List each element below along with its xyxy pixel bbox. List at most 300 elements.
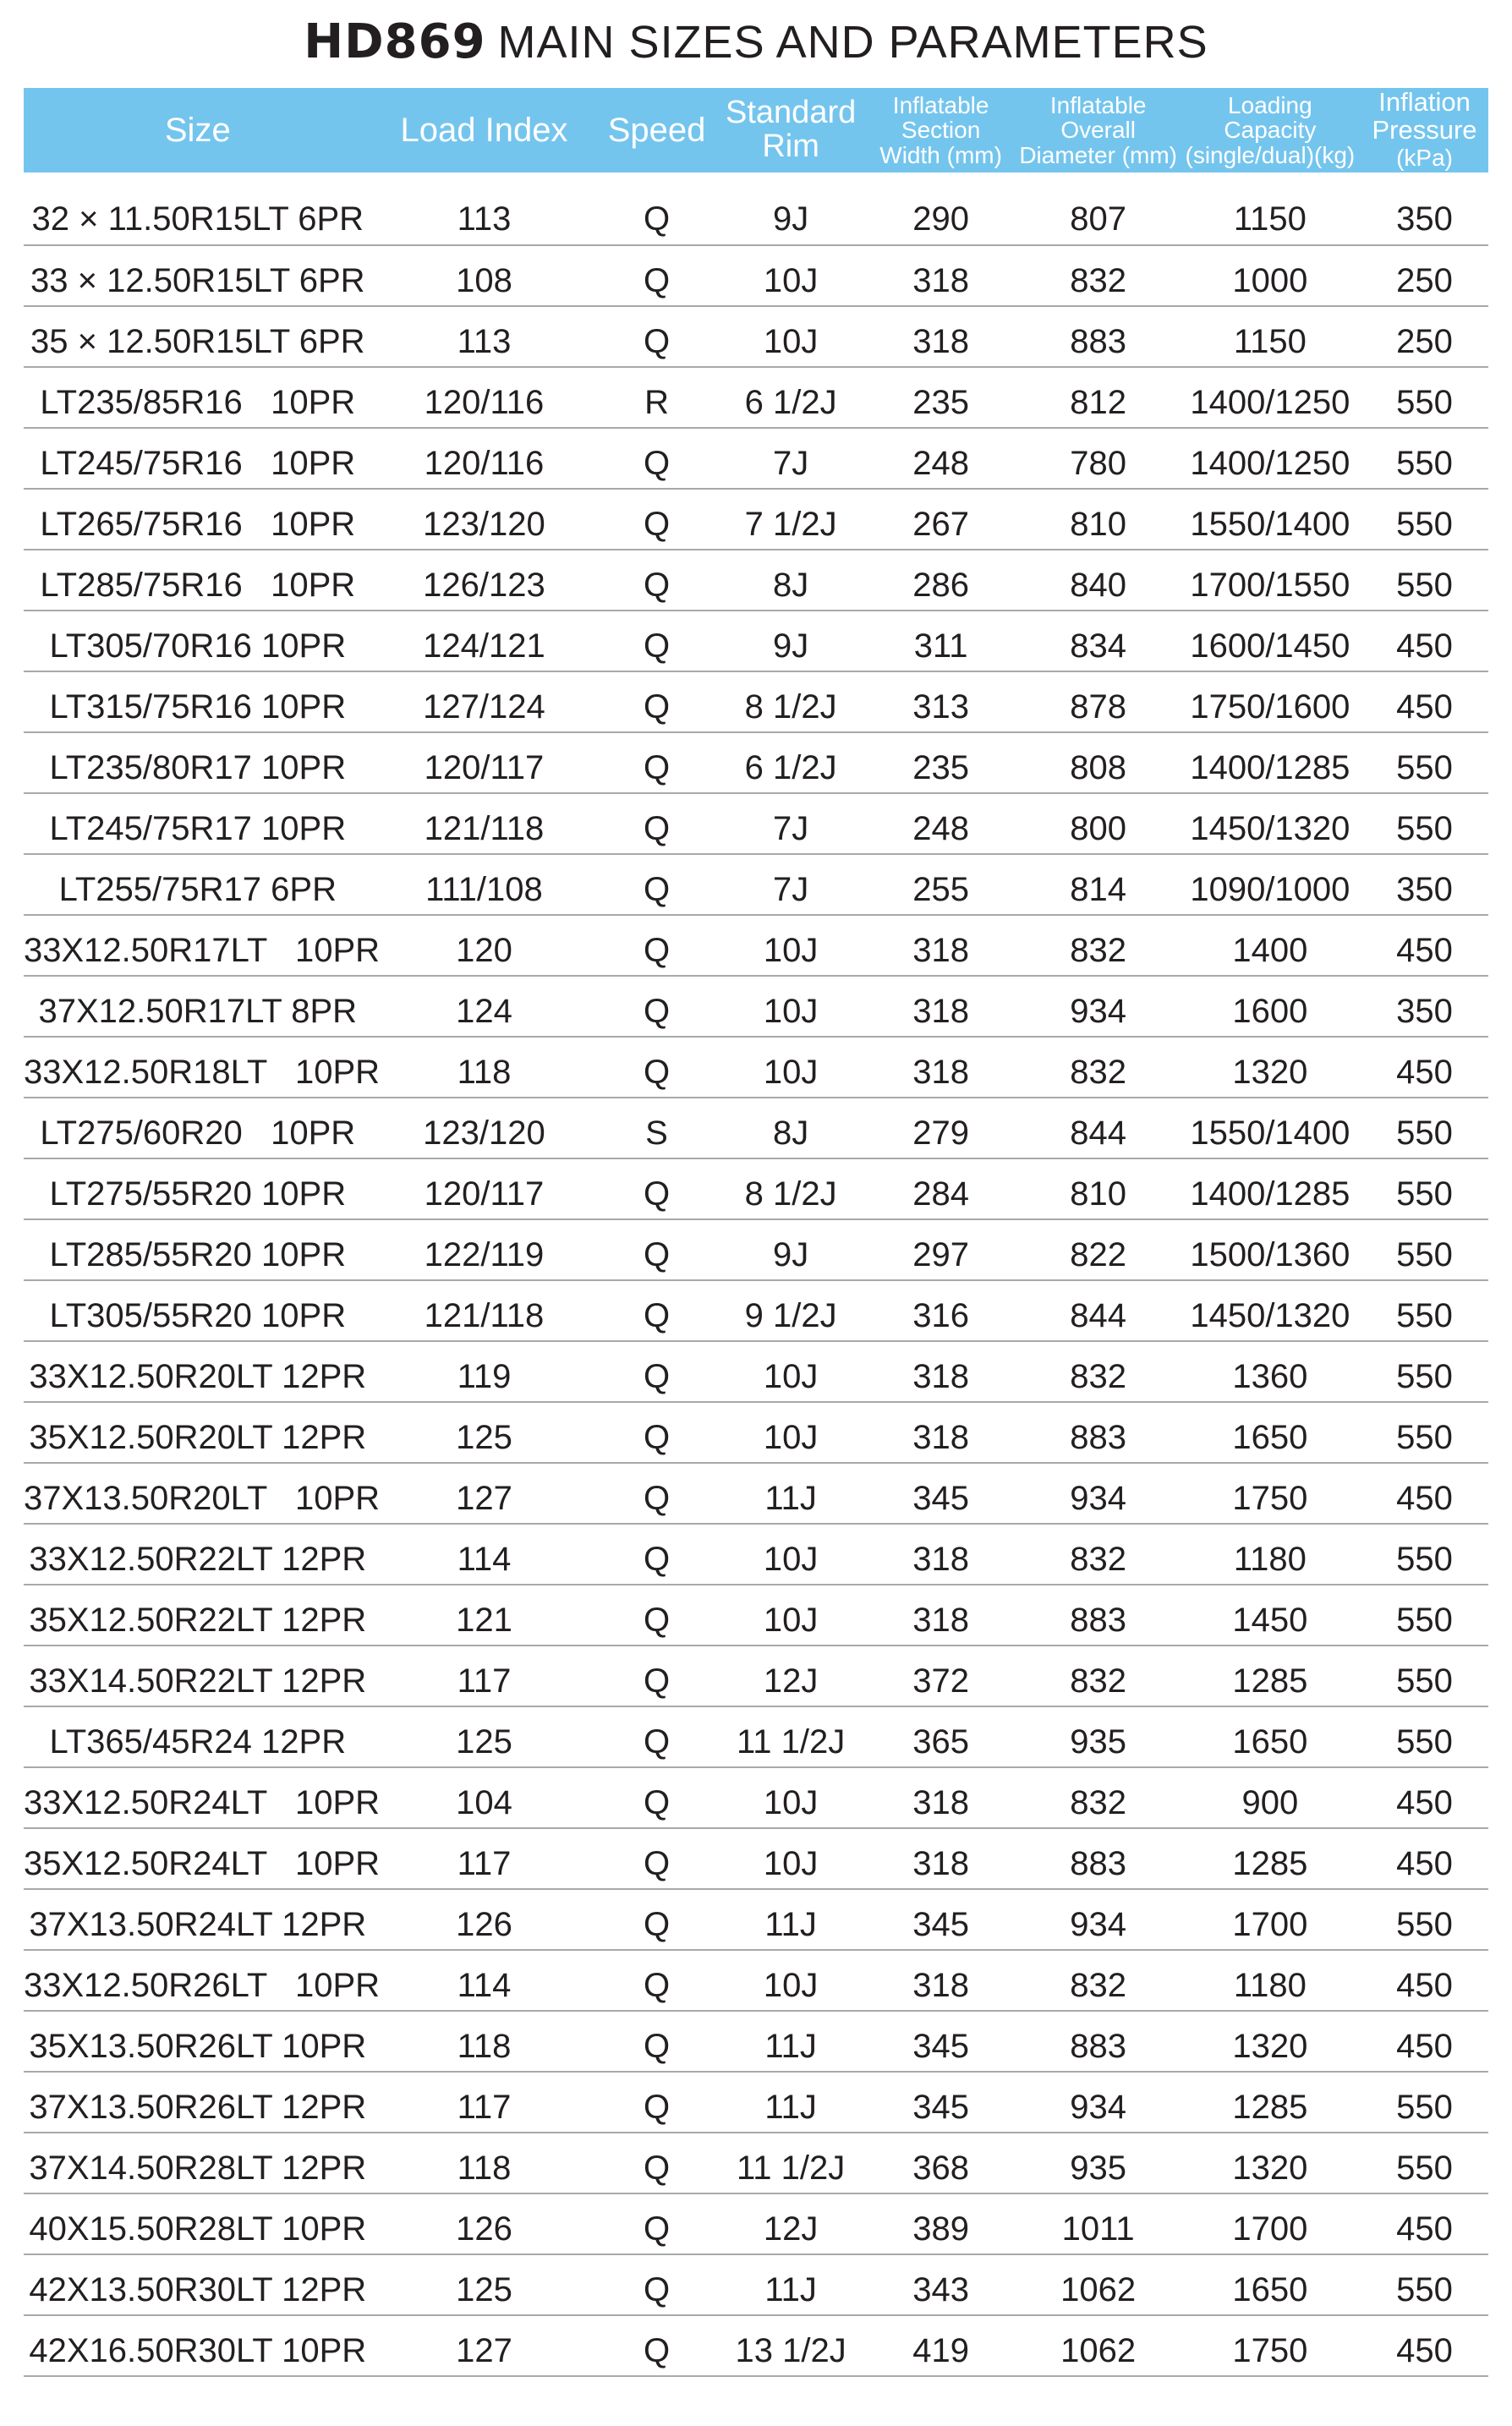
rim-cell: 12J <box>717 2193 865 2254</box>
table-row <box>24 1219 1488 1280</box>
speed-cell: Q <box>596 915 716 976</box>
speed-cell: Q <box>596 1585 716 1646</box>
section-width-cell: 286 <box>865 550 1017 611</box>
rim-cell: 11J <box>717 1463 865 1524</box>
rim-cell: 6 1/2J <box>717 367 865 428</box>
col-header-size: Size <box>24 88 372 173</box>
loading-capacity-cell: 1180 <box>1180 1950 1361 2011</box>
speed-cell: Q <box>596 1767 716 1828</box>
size-cell: 33X12.50R24LT 10PR <box>24 1767 372 1828</box>
load-index-cell: 121/118 <box>372 793 597 854</box>
speed-cell: Q <box>596 1828 716 1889</box>
size-cell: 40X15.50R28LT 10PR <box>24 2193 372 2254</box>
loading-capacity-cell: 1000 <box>1180 245 1361 306</box>
loading-capacity-cell: 1750 <box>1180 1463 1361 1524</box>
loading-capacity-cell: 1600 <box>1180 976 1361 1037</box>
overall-diameter-cell: 810 <box>1017 1158 1180 1219</box>
speed-cell: Q <box>596 2072 716 2133</box>
loading-capacity-cell: 1400/1285 <box>1180 732 1361 793</box>
inflation-pressure-cell: 450 <box>1361 1828 1488 1889</box>
section-width-cell: 318 <box>865 1402 1017 1463</box>
rim-cell: 10J <box>717 1950 865 2011</box>
table-row <box>24 671 1488 732</box>
col-header-overall-diameter: Inflatable Overall Diameter (mm) <box>1017 88 1180 173</box>
table-row <box>24 245 1488 306</box>
inflation-pressure-cell: 250 <box>1361 306 1488 367</box>
load-index-cell: 124/121 <box>372 611 597 671</box>
section-width-cell: 311 <box>865 611 1017 671</box>
overall-diameter-cell: 844 <box>1017 1280 1180 1341</box>
size-cell: LT305/55R20 10PR <box>24 1280 372 1341</box>
section-width-cell: 318 <box>865 1828 1017 1889</box>
size-cell: LT365/45R24 12PR <box>24 1706 372 1767</box>
table-row <box>24 1463 1488 1524</box>
load-index-cell: 118 <box>372 2011 597 2072</box>
load-index-cell: 120/116 <box>372 428 597 489</box>
load-index-cell: 111/108 <box>372 854 597 915</box>
size-cell: LT275/60R20 10PR <box>24 1098 372 1158</box>
rim-cell: 10J <box>717 1524 865 1585</box>
load-index-cell: 117 <box>372 2072 597 2133</box>
col-header-loading-capacity: Loading Capacity (single/dual)(kg) <box>1180 88 1361 173</box>
rim-cell: 10J <box>717 306 865 367</box>
inflation-pressure-cell: 450 <box>1361 1950 1488 2011</box>
size-cell: 35X13.50R26LT 10PR <box>24 2011 372 2072</box>
overall-diameter-cell: 883 <box>1017 2011 1180 2072</box>
load-index-cell: 124 <box>372 976 597 1037</box>
table-row <box>24 611 1488 671</box>
inflation-pressure-cell: 450 <box>1361 671 1488 732</box>
load-index-cell: 121/118 <box>372 1280 597 1341</box>
overall-diameter-cell: 883 <box>1017 1585 1180 1646</box>
load-index-cell: 127/124 <box>372 671 597 732</box>
overall-diameter-cell: 883 <box>1017 1402 1180 1463</box>
size-cell: 33X12.50R26LT 10PR <box>24 1950 372 2011</box>
rim-cell: 11J <box>717 1889 865 1950</box>
size-cell: 33X12.50R20LT 12PR <box>24 1341 372 1402</box>
table-row <box>24 1158 1488 1219</box>
inflation-pressure-cell: 350 <box>1361 854 1488 915</box>
load-index-cell: 104 <box>372 1767 597 1828</box>
section-width-cell: 318 <box>865 245 1017 306</box>
size-cell: 37X13.50R20LT 10PR <box>24 1463 372 1524</box>
size-cell: 42X16.50R30LT 10PR <box>24 2315 372 2376</box>
speed-cell: Q <box>596 245 716 306</box>
table-row <box>24 1037 1488 1098</box>
load-index-cell: 108 <box>372 245 597 306</box>
overall-diameter-cell: 808 <box>1017 732 1180 793</box>
inflation-pressure-cell: 350 <box>1361 976 1488 1037</box>
speed-cell: Q <box>596 854 716 915</box>
size-cell: 33X12.50R17LT 10PR <box>24 915 372 976</box>
section-width-cell: 235 <box>865 732 1017 793</box>
inflation-pressure-cell: 550 <box>1361 732 1488 793</box>
section-width-cell: 318 <box>865 1037 1017 1098</box>
loading-capacity-cell: 1550/1400 <box>1180 489 1361 550</box>
size-cell: 33 × 12.50R15LT 6PR <box>24 245 372 306</box>
overall-diameter-cell: 814 <box>1017 854 1180 915</box>
inflation-pressure-cell: 450 <box>1361 2011 1488 2072</box>
rim-cell: 10J <box>717 976 865 1037</box>
rim-cell: 11J <box>717 2254 865 2315</box>
rim-cell: 9J <box>717 611 865 671</box>
size-cell: LT245/75R17 10PR <box>24 793 372 854</box>
load-index-cell: 120/117 <box>372 1158 597 1219</box>
load-index-cell: 127 <box>372 2315 597 2376</box>
col-header-section-width: Inflatable Section Width (mm) <box>865 88 1017 173</box>
size-cell: LT265/75R16 10PR <box>24 489 372 550</box>
loading-capacity-cell: 1320 <box>1180 1037 1361 1098</box>
size-cell: LT245/75R16 10PR <box>24 428 372 489</box>
size-cell: 32 × 11.50R15LT 6PR <box>24 173 372 245</box>
inflation-pressure-cell: 550 <box>1361 2133 1488 2193</box>
load-index-cell: 119 <box>372 1341 597 1402</box>
speed-cell: Q <box>596 671 716 732</box>
section-width-cell: 345 <box>865 1889 1017 1950</box>
size-cell: 33X12.50R18LT 10PR <box>24 1037 372 1098</box>
col-header-load-index: Load Index <box>372 88 597 173</box>
rim-cell: 10J <box>717 1767 865 1828</box>
table-row <box>24 1706 1488 1767</box>
load-index-cell: 117 <box>372 1828 597 1889</box>
overall-diameter-cell: 832 <box>1017 1524 1180 1585</box>
speed-cell: Q <box>596 1463 716 1524</box>
table-row <box>24 732 1488 793</box>
loading-capacity-cell: 1360 <box>1180 1341 1361 1402</box>
speed-cell: Q <box>596 1219 716 1280</box>
loading-capacity-cell: 1320 <box>1180 2011 1361 2072</box>
section-width-cell: 290 <box>865 173 1017 245</box>
table-row <box>24 367 1488 428</box>
size-cell: LT235/85R16 10PR <box>24 367 372 428</box>
loading-capacity-cell: 1450/1320 <box>1180 793 1361 854</box>
speed-cell: Q <box>596 1280 716 1341</box>
rim-cell: 9J <box>717 173 865 245</box>
section-width-cell: 248 <box>865 793 1017 854</box>
load-index-cell: 117 <box>372 1646 597 1706</box>
loading-capacity-cell: 1650 <box>1180 1706 1361 1767</box>
overall-diameter-cell: 832 <box>1017 1037 1180 1098</box>
section-width-cell: 365 <box>865 1706 1017 1767</box>
section-width-cell: 372 <box>865 1646 1017 1706</box>
overall-diameter-cell: 1062 <box>1017 2315 1180 2376</box>
size-cell: 37X14.50R28LT 12PR <box>24 2133 372 2193</box>
table-row <box>24 793 1488 854</box>
table-row <box>24 428 1488 489</box>
rim-cell: 10J <box>717 1037 865 1098</box>
speed-cell: Q <box>596 976 716 1037</box>
speed-cell: S <box>596 1098 716 1158</box>
overall-diameter-cell: 812 <box>1017 367 1180 428</box>
size-cell: 33X12.50R22LT 12PR <box>24 1524 372 1585</box>
inflation-pressure-cell: 550 <box>1361 367 1488 428</box>
loading-capacity-cell: 1285 <box>1180 2072 1361 2133</box>
table-row <box>24 306 1488 367</box>
rim-cell: 7J <box>717 793 865 854</box>
overall-diameter-cell: 878 <box>1017 671 1180 732</box>
loading-capacity-cell: 1700/1550 <box>1180 550 1361 611</box>
section-width-cell: 318 <box>865 1341 1017 1402</box>
rim-cell: 12J <box>717 1646 865 1706</box>
overall-diameter-cell: 832 <box>1017 1950 1180 2011</box>
size-cell: 37X12.50R17LT 8PR <box>24 976 372 1037</box>
inflation-pressure-cell: 550 <box>1361 1524 1488 1585</box>
inflation-pressure-cell: 450 <box>1361 915 1488 976</box>
size-cell: 37X13.50R24LT 12PR <box>24 1889 372 1950</box>
inflation-pressure-cell: 550 <box>1361 1585 1488 1646</box>
sizes-table <box>24 88 1488 2377</box>
table-row <box>24 2133 1488 2193</box>
rim-cell: 13 1/2J <box>717 2315 865 2376</box>
loading-capacity-cell: 1700 <box>1180 2193 1361 2254</box>
inflation-pressure-cell: 550 <box>1361 1706 1488 1767</box>
loading-capacity-cell: 1650 <box>1180 2254 1361 2315</box>
overall-diameter-cell: 934 <box>1017 976 1180 1037</box>
inflation-pressure-cell: 550 <box>1361 793 1488 854</box>
section-width-cell: 297 <box>865 1219 1017 1280</box>
inflation-pressure-cell: 350 <box>1361 173 1488 245</box>
loading-capacity-cell: 1550/1400 <box>1180 1098 1361 1158</box>
rim-cell: 8 1/2J <box>717 671 865 732</box>
load-index-cell: 125 <box>372 1706 597 1767</box>
loading-capacity-cell: 1320 <box>1180 2133 1361 2193</box>
title-text: MAIN SIZES AND PARAMETERS <box>497 17 1208 68</box>
section-width-cell: 419 <box>865 2315 1017 2376</box>
section-width-cell: 255 <box>865 854 1017 915</box>
size-cell: 35 × 12.50R15LT 6PR <box>24 306 372 367</box>
table-row <box>24 1828 1488 1889</box>
section-width-cell: 267 <box>865 489 1017 550</box>
section-width-cell: 318 <box>865 1767 1017 1828</box>
load-index-cell: 120/117 <box>372 732 597 793</box>
loading-capacity-cell: 1400/1285 <box>1180 1158 1361 1219</box>
overall-diameter-cell: 844 <box>1017 1098 1180 1158</box>
table-row <box>24 2193 1488 2254</box>
inflation-pressure-cell: 550 <box>1361 1280 1488 1341</box>
section-width-cell: 318 <box>865 915 1017 976</box>
load-index-cell: 118 <box>372 1037 597 1098</box>
load-index-cell: 123/120 <box>372 1098 597 1158</box>
speed-cell: Q <box>596 1524 716 1585</box>
overall-diameter-cell: 832 <box>1017 1767 1180 1828</box>
rim-cell: 10J <box>717 1585 865 1646</box>
speed-cell: Q <box>596 1402 716 1463</box>
inflation-pressure-cell: 550 <box>1361 2072 1488 2133</box>
load-index-cell: 125 <box>372 1402 597 1463</box>
section-width-cell: 389 <box>865 2193 1017 2254</box>
section-width-cell: 279 <box>865 1098 1017 1158</box>
loading-capacity-cell: 1150 <box>1180 173 1361 245</box>
speed-cell: Q <box>596 2133 716 2193</box>
inflation-pressure-cell: 550 <box>1361 550 1488 611</box>
inflation-pressure-cell: 450 <box>1361 611 1488 671</box>
loading-capacity-cell: 1400 <box>1180 915 1361 976</box>
speed-cell: Q <box>596 1037 716 1098</box>
load-index-cell: 126 <box>372 2193 597 2254</box>
inflation-pressure-cell: 450 <box>1361 2315 1488 2376</box>
section-width-cell: 345 <box>865 2011 1017 2072</box>
size-cell: 42X13.50R30LT 12PR <box>24 2254 372 2315</box>
size-cell: LT275/55R20 10PR <box>24 1158 372 1219</box>
loading-capacity-cell: 1600/1450 <box>1180 611 1361 671</box>
overall-diameter-cell: 883 <box>1017 306 1180 367</box>
size-cell: LT285/75R16 10PR <box>24 550 372 611</box>
table-row <box>24 1098 1488 1158</box>
col-header-speed: Speed <box>596 88 716 173</box>
overall-diameter-cell: 832 <box>1017 915 1180 976</box>
size-cell: LT255/75R17 6PR <box>24 854 372 915</box>
size-cell: LT305/70R16 10PR <box>24 611 372 671</box>
size-cell: LT285/55R20 10PR <box>24 1219 372 1280</box>
loading-capacity-cell: 1700 <box>1180 1889 1361 1950</box>
speed-cell: Q <box>596 428 716 489</box>
inflation-pressure-cell: 550 <box>1361 2254 1488 2315</box>
table-row <box>24 915 1488 976</box>
speed-cell: Q <box>596 1706 716 1767</box>
table-row <box>24 1402 1488 1463</box>
speed-cell: R <box>596 367 716 428</box>
inflation-pressure-cell: 550 <box>1361 1889 1488 1950</box>
overall-diameter-cell: 807 <box>1017 173 1180 245</box>
table-row <box>24 1889 1488 1950</box>
speed-cell: Q <box>596 2193 716 2254</box>
inflation-pressure-cell: 550 <box>1361 1158 1488 1219</box>
loading-capacity-cell: 1285 <box>1180 1828 1361 1889</box>
rim-cell: 9 1/2J <box>717 1280 865 1341</box>
load-index-cell: 123/120 <box>372 489 597 550</box>
overall-diameter-cell: 883 <box>1017 1828 1180 1889</box>
rim-cell: 10J <box>717 1402 865 1463</box>
load-index-cell: 122/119 <box>372 1219 597 1280</box>
speed-cell: Q <box>596 611 716 671</box>
section-width-cell: 345 <box>865 2072 1017 2133</box>
speed-cell: Q <box>596 2254 716 2315</box>
table-row <box>24 854 1488 915</box>
load-index-cell: 121 <box>372 1585 597 1646</box>
loading-capacity-cell: 1180 <box>1180 1524 1361 1585</box>
inflation-pressure-cell: 550 <box>1361 1219 1488 1280</box>
overall-diameter-cell: 780 <box>1017 428 1180 489</box>
loading-capacity-cell: 1400/1250 <box>1180 367 1361 428</box>
load-index-cell: 126/123 <box>372 550 597 611</box>
loading-capacity-cell: 1450 <box>1180 1585 1361 1646</box>
section-width-cell: 318 <box>865 976 1017 1037</box>
loading-capacity-cell: 1450/1320 <box>1180 1280 1361 1341</box>
section-width-cell: 248 <box>865 428 1017 489</box>
size-cell: 35X12.50R24LT 10PR <box>24 1828 372 1889</box>
inflation-pressure-cell: 250 <box>1361 245 1488 306</box>
size-cell: 35X12.50R20LT 12PR <box>24 1402 372 1463</box>
rim-cell: 10J <box>717 915 865 976</box>
speed-cell: Q <box>596 2011 716 2072</box>
speed-cell: Q <box>596 2315 716 2376</box>
speed-cell: Q <box>596 1158 716 1219</box>
speed-cell: Q <box>596 489 716 550</box>
table-row <box>24 2072 1488 2133</box>
inflation-pressure-cell: 450 <box>1361 1767 1488 1828</box>
table-row <box>24 2315 1488 2376</box>
speed-cell: Q <box>596 306 716 367</box>
load-index-cell: 126 <box>372 1889 597 1950</box>
table-row <box>24 2011 1488 2072</box>
overall-diameter-cell: 935 <box>1017 1706 1180 1767</box>
rim-cell: 11J <box>717 2011 865 2072</box>
section-width-cell: 368 <box>865 2133 1017 2193</box>
inflation-pressure-cell: 550 <box>1361 1098 1488 1158</box>
speed-cell: Q <box>596 793 716 854</box>
overall-diameter-cell: 935 <box>1017 2133 1180 2193</box>
loading-capacity-cell: 1650 <box>1180 1402 1361 1463</box>
rim-cell: 10J <box>717 1828 865 1889</box>
section-width-cell: 313 <box>865 671 1017 732</box>
load-index-cell: 114 <box>372 1950 597 2011</box>
overall-diameter-cell: 1062 <box>1017 2254 1180 2315</box>
inflation-pressure-cell: 550 <box>1361 489 1488 550</box>
section-width-cell: 318 <box>865 1585 1017 1646</box>
table-body <box>24 173 1488 2376</box>
loading-capacity-cell: 1750/1600 <box>1180 671 1361 732</box>
section-width-cell: 316 <box>865 1280 1017 1341</box>
load-index-cell: 113 <box>372 173 597 245</box>
size-cell: 33X14.50R22LT 12PR <box>24 1646 372 1706</box>
inflation-pressure-cell: 450 <box>1361 2193 1488 2254</box>
table-row <box>24 1280 1488 1341</box>
speed-cell: Q <box>596 1646 716 1706</box>
table-row <box>24 173 1488 245</box>
table-row <box>24 1341 1488 1402</box>
table-row <box>24 1585 1488 1646</box>
rim-cell: 8J <box>717 1098 865 1158</box>
section-width-cell: 345 <box>865 1463 1017 1524</box>
loading-capacity-cell: 1400/1250 <box>1180 428 1361 489</box>
rim-cell: 10J <box>717 245 865 306</box>
overall-diameter-cell: 834 <box>1017 611 1180 671</box>
inflation-pressure-cell: 550 <box>1361 1402 1488 1463</box>
table-row <box>24 976 1488 1037</box>
rim-cell: 10J <box>717 1341 865 1402</box>
model-name: HD869 <box>304 14 486 69</box>
load-index-cell: 120/116 <box>372 367 597 428</box>
loading-capacity-cell: 1285 <box>1180 1646 1361 1706</box>
loading-capacity-cell: 1500/1360 <box>1180 1219 1361 1280</box>
loading-capacity-cell: 1090/1000 <box>1180 854 1361 915</box>
rim-cell: 6 1/2J <box>717 732 865 793</box>
col-header-inflation-pressure: Inflation Pressure (kPa) <box>1361 88 1488 173</box>
size-cell: 37X13.50R26LT 12PR <box>24 2072 372 2133</box>
rim-cell: 11J <box>717 2072 865 2133</box>
speed-cell: Q <box>596 1950 716 2011</box>
load-index-cell: 127 <box>372 1463 597 1524</box>
table-row <box>24 2254 1488 2315</box>
rim-cell: 11 1/2J <box>717 2133 865 2193</box>
inflation-pressure-cell: 550 <box>1361 1341 1488 1402</box>
loading-capacity-cell: 900 <box>1180 1767 1361 1828</box>
speed-cell: Q <box>596 1889 716 1950</box>
inflation-pressure-cell: 450 <box>1361 1463 1488 1524</box>
section-width-cell: 318 <box>865 1950 1017 2011</box>
overall-diameter-cell: 1011 <box>1017 2193 1180 2254</box>
overall-diameter-cell: 832 <box>1017 1341 1180 1402</box>
speed-cell: Q <box>596 732 716 793</box>
rim-cell: 8 1/2J <box>717 1158 865 1219</box>
inflation-pressure-cell: 550 <box>1361 1646 1488 1706</box>
size-cell: LT235/80R17 10PR <box>24 732 372 793</box>
section-width-cell: 318 <box>865 1524 1017 1585</box>
table-row <box>24 550 1488 611</box>
section-width-cell: 343 <box>865 2254 1017 2315</box>
overall-diameter-cell: 934 <box>1017 1889 1180 1950</box>
rim-cell: 8J <box>717 550 865 611</box>
